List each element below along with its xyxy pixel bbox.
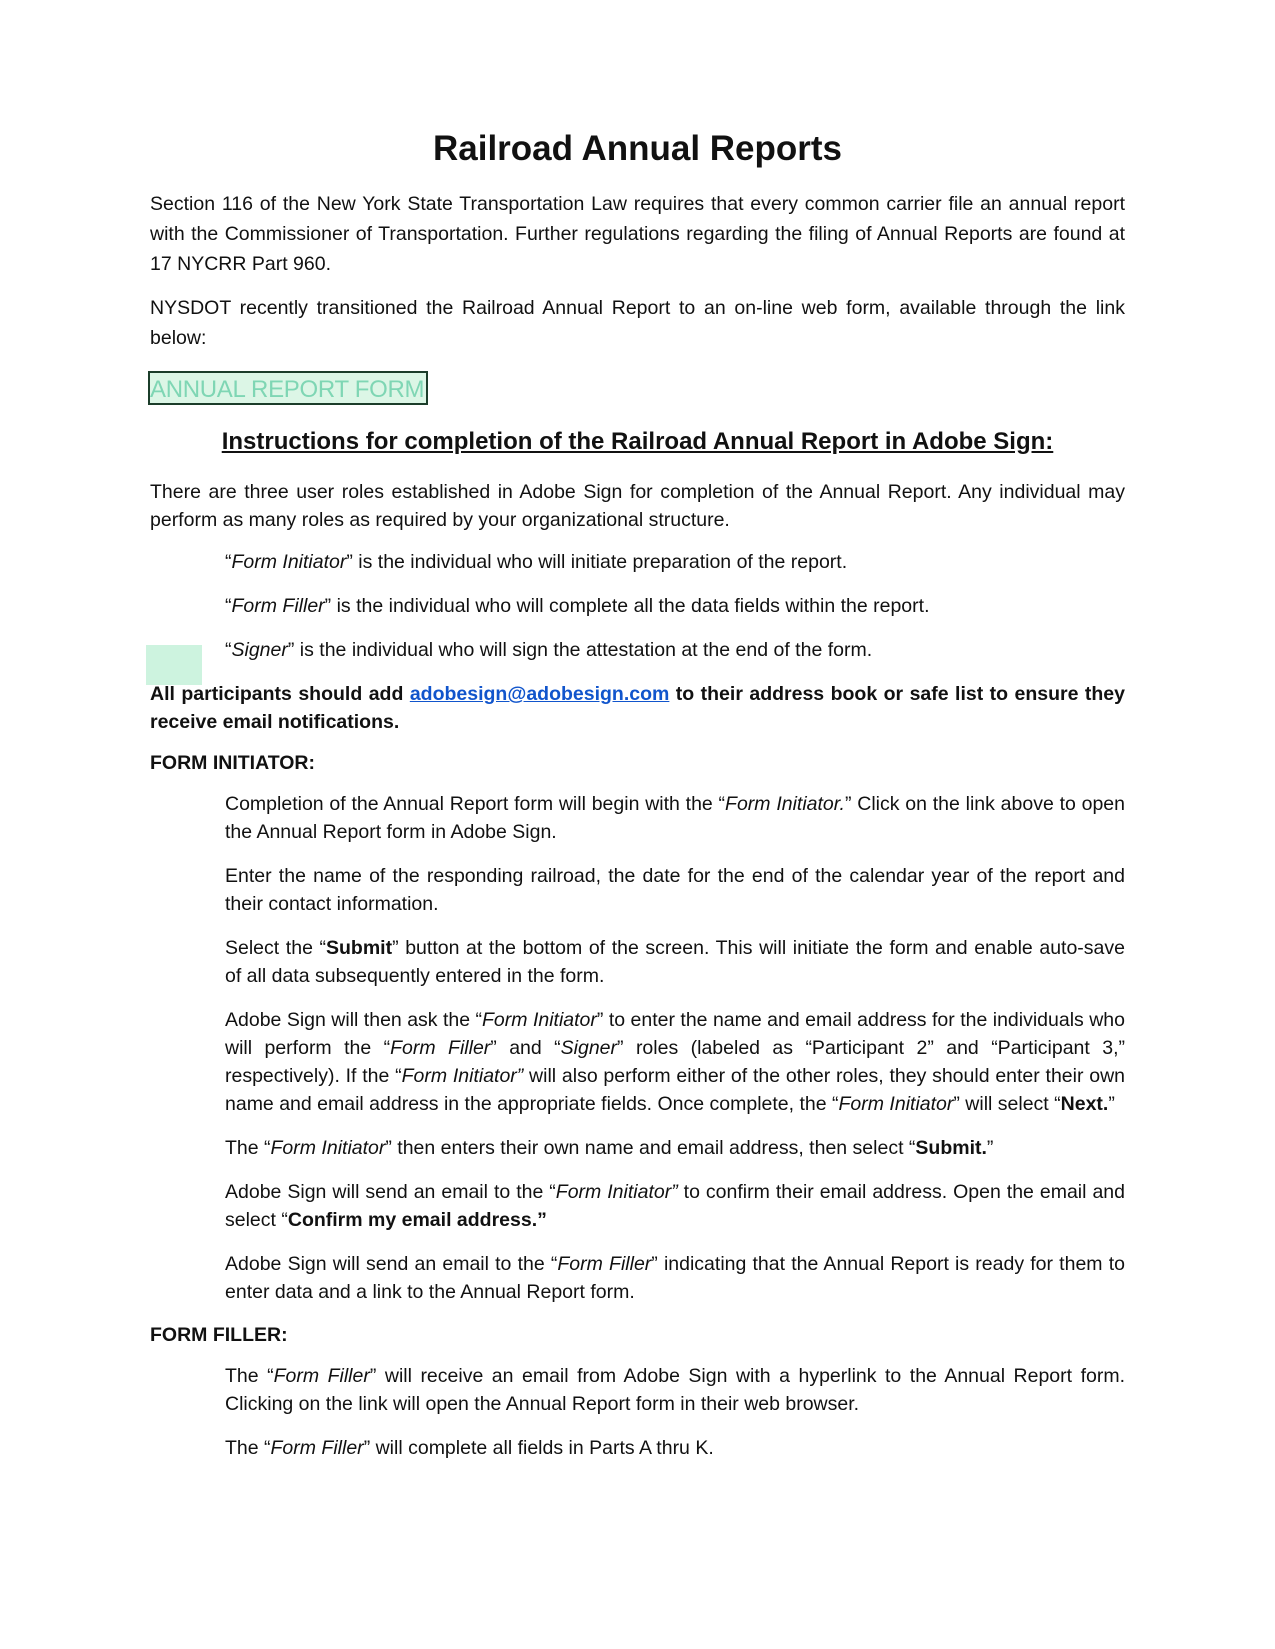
role-name: Form Filler <box>231 595 325 618</box>
role-name: Form Initiator <box>231 551 347 574</box>
filler-step-1: The “Form Filler” will receive an email from Adobe Sign with a hyperlink to the Annual Report form. Clicking on the link will open the Annual Report form in their web browser. <box>225 1365 1125 1416</box>
initiator-step-5: The “Form Initiator” then enters their own name and email address, then select “Submit.” <box>225 1137 994 1160</box>
role-description: is the individual who will sign the attestation at the end of the form. <box>294 639 873 662</box>
participants-notice <box>150 680 1125 736</box>
initiator-step-2: Enter the name of the responding railroad, the date for the end of the calendar year of the report and their contact information. <box>225 865 1125 916</box>
initiator-step-1: Completion of the Annual Report form will begin with the “Form Initiator.” Click on the link above to open the Annual Report form in Adobe Sign. <box>225 793 1125 844</box>
role-name: Signer <box>231 639 288 662</box>
initiator-step-6: Adobe Sign will send an email to the “Form Initiator” to confirm their email address. Open the email and select “Confirm my email address.” <box>225 1181 1125 1232</box>
document-content <box>150 130 1125 1478</box>
role-description: is the individual who will initiate preparation of the report. <box>352 551 848 574</box>
initiator-step-7: Adobe Sign will send an email to the “Form Filler” indicating that the Annual Report is ready for them to enter data and a link to the Annual Report form. <box>225 1253 1125 1304</box>
instructions-heading: Instructions for completion of the Railroad Annual Report in Adobe Sign: <box>221 427 1054 455</box>
role-form-initiator: “Form Initiator” is the individual who will initiate preparation of the report. <box>225 551 848 574</box>
annual-report-form-link-label: ANNUAL REPORT FORM <box>150 375 425 403</box>
form-initiator-heading: FORM INITIATOR: <box>150 752 316 775</box>
role-form-filler: “Form Filler” is the individual who will complete all the data fields within the report. <box>225 595 930 618</box>
intro-paragraph-2: NYSDOT recently transitioned the Railroad Annual Report to an on-line web form, available through the link below: <box>150 296 1125 349</box>
form-filler-heading: FORM FILLER: <box>150 1324 288 1347</box>
initiator-step-3: Select the “Submit” button at the bottom of the screen. This will initiate the form and enable auto-save of all data subsequently entered in the form. <box>225 937 1125 988</box>
adobesign-email-link[interactable]: adobesign@adobesign.com <box>409 683 670 706</box>
participants-notice-post: to their address book or safe list to ensure they receive email notifications. <box>150 683 1125 734</box>
role-signer: “Signer” is the individual who will sign the attestation at the end of the form. <box>225 639 873 662</box>
annual-report-form-link[interactable] <box>148 371 428 405</box>
intro-paragraph-1: Section 116 of the New York State Transportation Law requires that every common carrier file an annual report with the Commissioner of Transportation. Further regulations regarding the filing of Annual Reports are found at 17 NYCRR Part 960. <box>150 192 1125 275</box>
page-title: Railroad Annual Reports <box>432 129 843 168</box>
filler-step-2: The “Form Filler” will complete all fields in Parts A thru K. <box>225 1437 714 1460</box>
roles-intro: There are three user roles established in Adobe Sign for completion of the Annual Report. Any individual may perform as many roles as required by your organizational structure. <box>150 481 1125 532</box>
participants-notice-pre: All participants should add <box>150 683 410 706</box>
role-description: is the individual who will complete all the data fields within the report. <box>331 595 930 618</box>
initiator-step-4: Adobe Sign will then ask the “Form Initiator” to enter the name and email address for the individuals who will perform the “Form Filler” and “Signer” roles (labeled as “Participant 2” and “Participant 3,” respectively). If the “Form Initiator” will also perform either of the other roles, they should enter their own name and email address in the appropriate fields. Once complete, the “Form Initiator” will select “Next.” <box>225 1009 1125 1116</box>
